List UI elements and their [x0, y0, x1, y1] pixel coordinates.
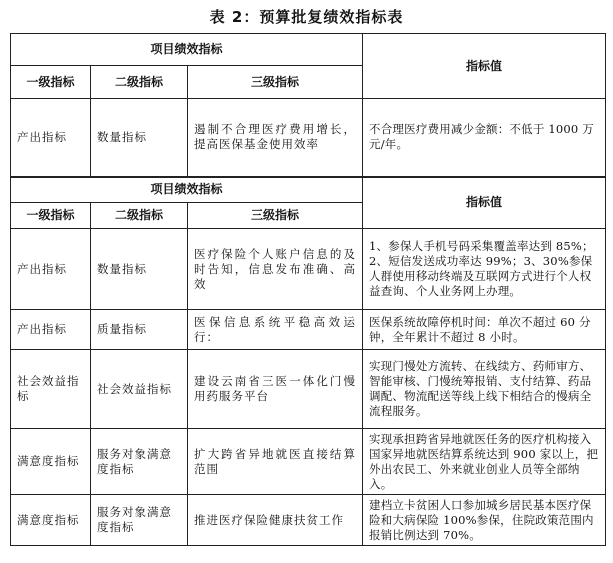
level3-header: 三级指标 — [188, 66, 363, 99]
level1-header: 一级指标 — [11, 66, 91, 99]
level2-cell: 社会效益指标 — [91, 350, 188, 429]
level1-cell: 满意度指标 — [11, 429, 91, 495]
table-row — [11, 350, 606, 429]
header-row — [11, 34, 606, 66]
table-row — [11, 310, 606, 350]
level3-cell: 遏制不合理医疗费用增长，提高医保基金使用效率 — [188, 99, 363, 177]
level2-cell: 数量指标 — [91, 99, 188, 177]
table-row — [11, 99, 606, 177]
performance-indicator-table — [10, 33, 606, 546]
level1-cell: 产出指标 — [11, 310, 91, 350]
level3-cell: 医保信息系统平稳高效运行： — [188, 310, 363, 350]
table-row — [11, 229, 606, 310]
header-row — [11, 177, 606, 203]
target-header: 指标值 — [363, 34, 606, 99]
project-metric-header: 项目绩效指标 — [11, 177, 363, 203]
level2-cell: 数量指标 — [91, 229, 188, 310]
level1-cell: 产出指标 — [11, 229, 91, 310]
level2-header: 二级指标 — [91, 66, 188, 99]
target-cell: 建档立卡贫困人口参加城乡居民基本医疗保险和大病保险 100%参保，住院政策范围内报销比例达到 70%。 — [363, 495, 606, 546]
level3-cell: 医疗保险个人账户信息的及时告知，信息发布准确、高效 — [188, 229, 363, 310]
target-header: 指标值 — [363, 177, 606, 229]
level1-cell: 满意度指标 — [11, 495, 91, 546]
target-cell: 1、参保人手机号码采集覆盖率达到 85%；2、短信发送成功率达 99%；3、30%参保人群使用移动终端及互联网方式进行个人权益查询、个人业务网上办理。 — [363, 229, 606, 310]
target-cell: 实现承担跨省异地就医任务的医疗机构接入国家异地就医结算系统达到 900 家以上，把外出农民工、外来就业创业人员等全部纳入。 — [363, 429, 606, 495]
level2-cell: 服务对象满意度指标 — [91, 429, 188, 495]
level2-header: 二级指标 — [91, 203, 188, 229]
level3-cell: 扩大跨省异地就医直接结算范围 — [188, 429, 363, 495]
table-title: 表 2：预算批复绩效指标表 — [209, 8, 404, 26]
level3-cell: 建设云南省三医一体化门慢用药服务平台 — [188, 350, 363, 429]
level3-cell: 推进医疗保险健康扶贫工作 — [188, 495, 363, 546]
level2-cell: 服务对象满意度指标 — [91, 495, 188, 546]
target-cell: 不合理医疗费用减少金额：不低于 1000 万元/年。 — [363, 99, 606, 177]
table-row — [11, 429, 606, 495]
level1-cell: 社会效益指标 — [11, 350, 91, 429]
project-metric-header: 项目绩效指标 — [11, 34, 363, 66]
level1-header: 一级指标 — [11, 203, 91, 229]
target-cell: 医保系统故障停机时间：单次不超过 60 分钟，全年累计不超过 8 小时。 — [363, 310, 606, 350]
target-cell: 实现门慢处方流转、在线续方、药师审方、智能审核、门慢统筹报销、支付结算、药品调配、物流配送等线上线下相结合的慢病全流程服务。 — [363, 350, 606, 429]
table-row — [11, 495, 606, 546]
level1-cell: 产出指标 — [11, 99, 91, 177]
level2-cell: 质量指标 — [91, 310, 188, 350]
level3-header: 三级指标 — [188, 203, 363, 229]
